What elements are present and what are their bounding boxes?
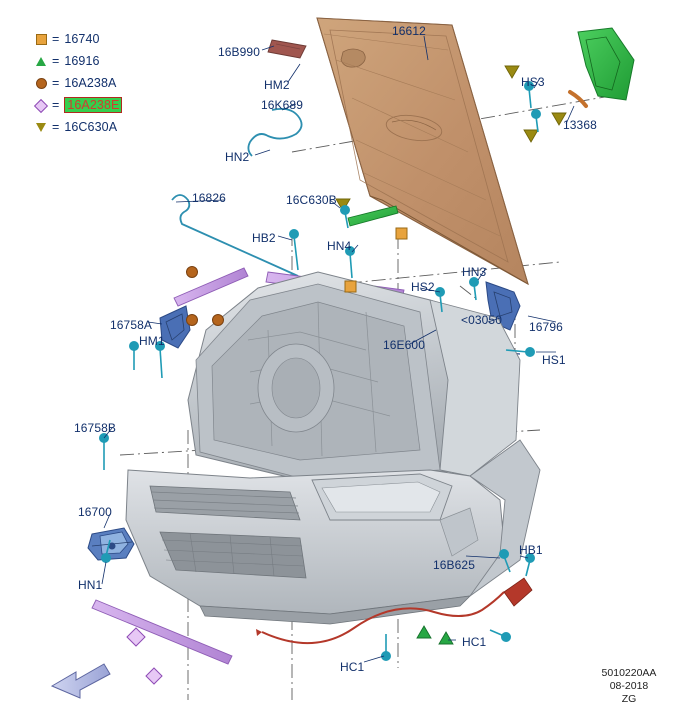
callout-HM1: HM1 — [139, 334, 165, 348]
legend-item-16C630A — [32, 116, 172, 138]
circle-marker-icon — [32, 77, 50, 89]
legend-label-16C630A: 16C630A — [64, 120, 118, 134]
green-seal-strip — [348, 206, 398, 226]
legend-item-16740 — [32, 28, 172, 50]
hood-insulator-clip — [268, 40, 306, 58]
diamond-marker-icon — [32, 99, 50, 111]
callout-03050: <03050 — [461, 313, 502, 327]
direction-arrow — [52, 664, 110, 698]
callout-HM2: HM2 — [264, 78, 290, 92]
legend-item-16916 — [32, 50, 172, 72]
callout-16796: 16796 — [529, 320, 563, 334]
callout-13368: 13368 — [563, 118, 597, 132]
legend-equals: = — [52, 120, 60, 134]
callout-16B990: 16B990 — [218, 45, 260, 59]
callout-HB1: HB1 — [519, 543, 543, 557]
callout-HS3: HS3 — [521, 75, 545, 89]
green-hinge-part — [578, 28, 634, 100]
legend-label-16A238A: 16A238A — [64, 76, 117, 90]
legend-label-16A238E-highlighted: 16A238E — [64, 97, 122, 113]
drawing-number: 5010220AA — [601, 667, 657, 679]
hood-latch-assembly — [88, 528, 134, 560]
callout-HN1: HN1 — [78, 578, 103, 592]
callout-HB2: HB2 — [252, 231, 276, 245]
legend-equals: = — [52, 98, 60, 112]
hood-bumper-part — [570, 92, 586, 106]
drawing-footer — [581, 667, 677, 706]
legend-label-16740: 16740 — [64, 32, 100, 46]
washer-hose — [248, 109, 301, 156]
legend-item-16A238E — [32, 94, 172, 116]
legend-equals: = — [52, 32, 60, 46]
legend-item-16A238A — [32, 72, 172, 94]
callout-HN4: HN4 — [327, 239, 352, 253]
fastener-triangle-up-markers — [417, 626, 453, 644]
legend-equals: = — [52, 54, 60, 68]
legend-label-16916: 16916 — [64, 54, 100, 68]
callout-16K689: 16K689 — [261, 98, 303, 112]
drawing-date: 08-2018 — [609, 680, 649, 692]
legend-equals: = — [52, 76, 60, 90]
callout-HN2: HN2 — [225, 150, 250, 164]
callout-16700: 16700 — [78, 505, 112, 519]
drawing-code: ZG — [621, 693, 637, 705]
triangle-up-marker-icon — [32, 55, 50, 67]
fastener-diamond-markers — [127, 628, 162, 684]
callout-16E600: 16E600 — [383, 338, 425, 352]
callout-16C630B: 16C630B — [286, 193, 337, 207]
legend — [32, 28, 172, 138]
callout-16B625: 16B625 — [433, 558, 475, 572]
callout-HS1: HS1 — [542, 353, 566, 367]
callout-HC1-right: HC1 — [462, 635, 487, 649]
callout-HC1-bottom: HC1 — [340, 660, 365, 674]
purple-seal-left — [174, 268, 248, 306]
callout-HN3: HN3 — [462, 265, 487, 279]
callout-16826: 16826 — [192, 191, 226, 205]
square-marker-icon — [32, 33, 50, 45]
callout-HS2: HS2 — [411, 280, 435, 294]
callout-16612: 16612 — [392, 24, 426, 38]
callout-16758B: 16758B — [74, 421, 116, 435]
triangle-down-marker-icon — [32, 121, 50, 133]
callout-16758A: 16758A — [110, 318, 152, 332]
